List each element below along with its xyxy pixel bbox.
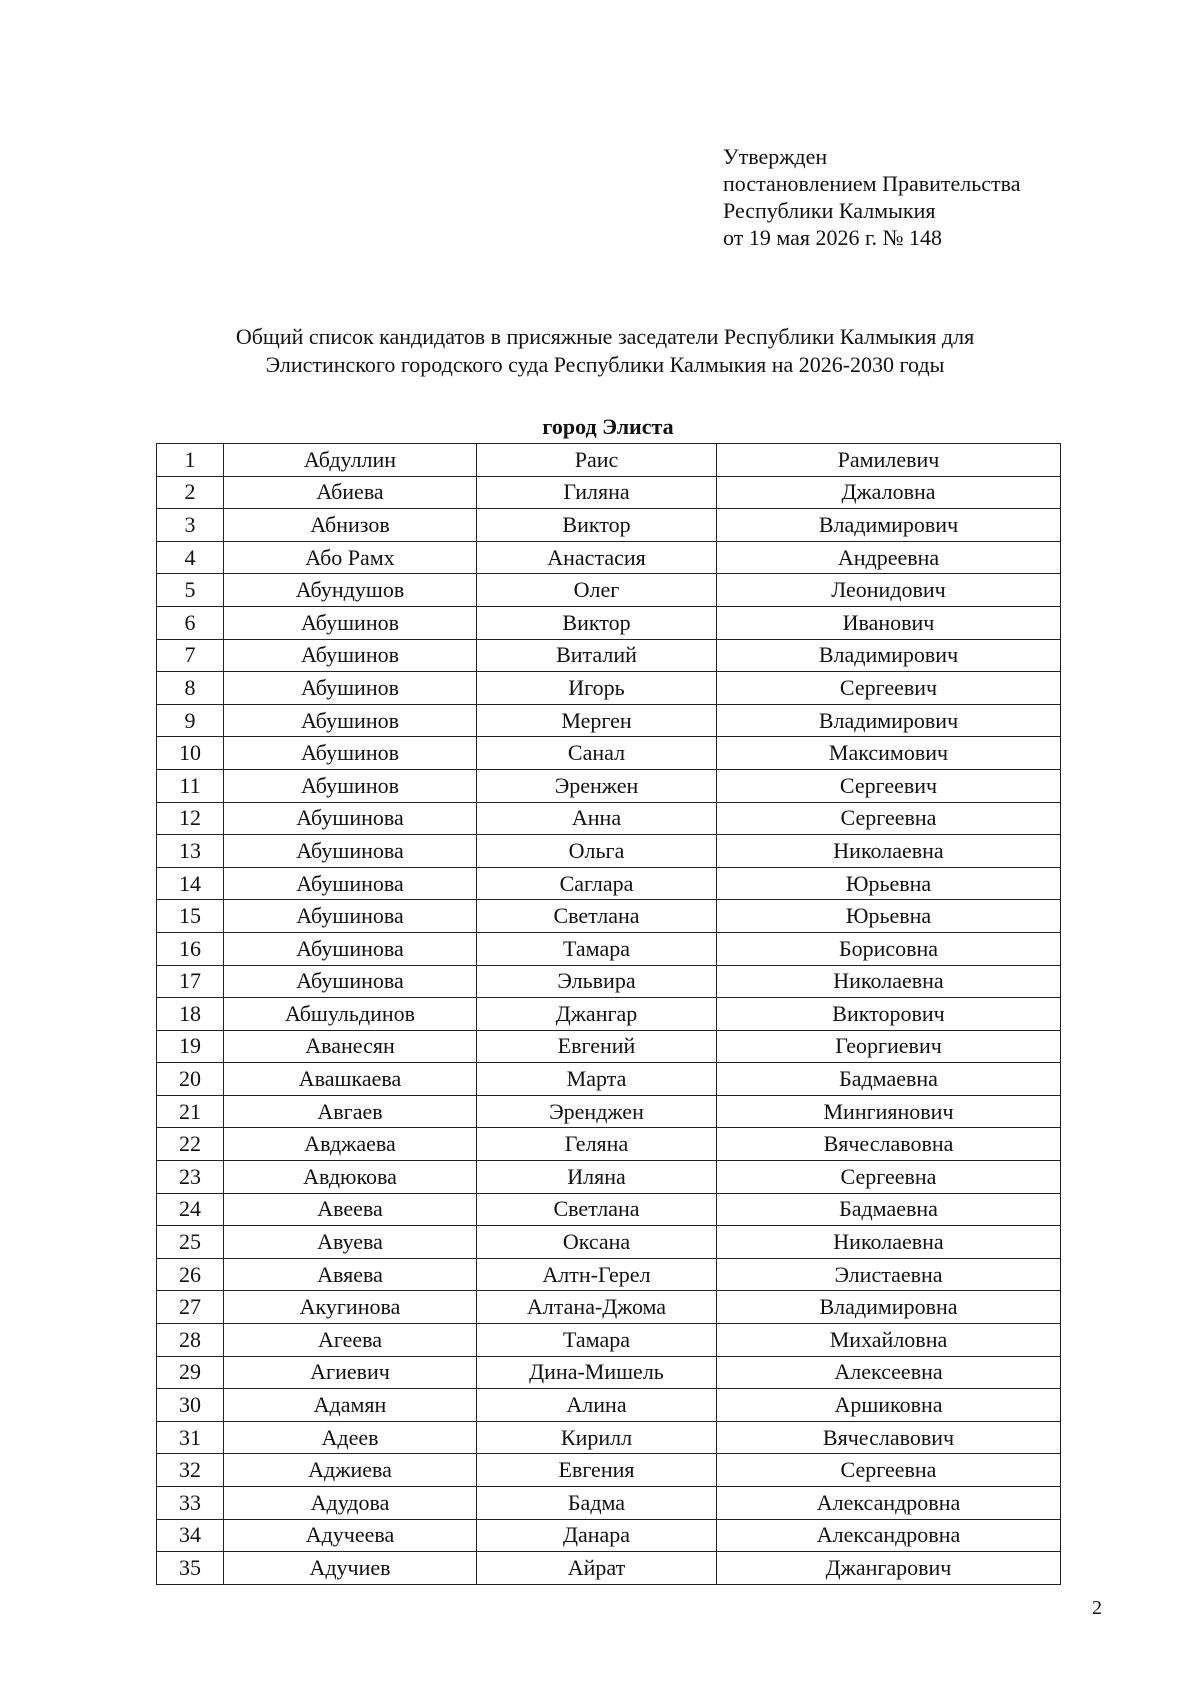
table-row xyxy=(157,867,1061,900)
last-name-cell: Абушинов xyxy=(224,606,477,639)
first-name-cell: Данара xyxy=(477,1519,717,1552)
last-name-cell: Адучиев xyxy=(224,1552,477,1585)
row-number-cell: 34 xyxy=(157,1519,224,1552)
table-row xyxy=(157,1519,1061,1552)
last-name-cell: Авеева xyxy=(224,1193,477,1226)
patronymic-cell: Бадмаевна xyxy=(717,1193,1061,1226)
first-name-cell: Тамара xyxy=(477,932,717,965)
last-name-cell: Абушинов xyxy=(224,737,477,770)
first-name-cell: Евгения xyxy=(477,1454,717,1487)
table-row xyxy=(157,704,1061,737)
table-row xyxy=(157,1226,1061,1259)
candidates-table-body xyxy=(157,444,1061,1585)
patronymic-cell: Сергеевич xyxy=(717,769,1061,802)
table-row xyxy=(157,1324,1061,1357)
table-row xyxy=(157,1193,1061,1226)
table-row xyxy=(157,1421,1061,1454)
last-name-cell: Агиевич xyxy=(224,1356,477,1389)
table-row xyxy=(157,1291,1061,1324)
row-number-cell: 10 xyxy=(157,737,224,770)
last-name-cell: Абушинов xyxy=(224,704,477,737)
last-name-cell: Абшульдинов xyxy=(224,998,477,1031)
table-row xyxy=(157,672,1061,705)
last-name-cell: Абушинова xyxy=(224,932,477,965)
last-name-cell: Абушинова xyxy=(224,867,477,900)
row-number-cell: 2 xyxy=(157,476,224,509)
document-title-line: Элистинского городского суда Республики Калмыкия на 2026-2030 годы xyxy=(265,352,945,377)
last-name-cell: Акугинова xyxy=(224,1291,477,1324)
first-name-cell: Бадма xyxy=(477,1487,717,1520)
table-row xyxy=(157,1356,1061,1389)
first-name-cell: Виталий xyxy=(477,639,717,672)
row-number-cell: 6 xyxy=(157,606,224,639)
row-number-cell: 19 xyxy=(157,1030,224,1063)
first-name-cell: Джангар xyxy=(477,998,717,1031)
last-name-cell: Авуева xyxy=(224,1226,477,1259)
first-name-cell: Алтн-Герел xyxy=(477,1258,717,1291)
candidates-table xyxy=(156,443,1061,1585)
row-number-cell: 35 xyxy=(157,1552,224,1585)
row-number-cell: 8 xyxy=(157,672,224,705)
first-name-cell: Анна xyxy=(477,802,717,835)
first-name-cell: Оксана xyxy=(477,1226,717,1259)
last-name-cell: Абушинов xyxy=(224,769,477,802)
patronymic-cell: Бадмаевна xyxy=(717,1063,1061,1096)
table-row xyxy=(157,769,1061,802)
row-number-cell: 11 xyxy=(157,769,224,802)
row-number-cell: 12 xyxy=(157,802,224,835)
first-name-cell: Раис xyxy=(477,444,717,477)
section-heading: город Элиста xyxy=(542,414,674,439)
table-row xyxy=(157,1552,1061,1585)
patronymic-cell: Мингиянович xyxy=(717,1095,1061,1128)
first-name-cell: Виктор xyxy=(477,509,717,542)
table-row xyxy=(157,476,1061,509)
patronymic-cell: Николаевна xyxy=(717,1226,1061,1259)
last-name-cell: Абнизов xyxy=(224,509,477,542)
last-name-cell: Абундушов xyxy=(224,574,477,607)
first-name-cell: Саглара xyxy=(477,867,717,900)
last-name-cell: Абушинова xyxy=(224,900,477,933)
patronymic-cell: Георгиевич xyxy=(717,1030,1061,1063)
patronymic-cell: Джаловна xyxy=(717,476,1061,509)
patronymic-cell: Викторович xyxy=(717,998,1061,1031)
table-row xyxy=(157,444,1061,477)
row-number-cell: 1 xyxy=(157,444,224,477)
patronymic-cell: Николаевна xyxy=(717,965,1061,998)
patronymic-cell: Иванович xyxy=(717,606,1061,639)
table-row xyxy=(157,1095,1061,1128)
patronymic-cell: Владимирович xyxy=(717,639,1061,672)
table-row xyxy=(157,1454,1061,1487)
last-name-cell: Авгаев xyxy=(224,1095,477,1128)
last-name-cell: Абдуллин xyxy=(224,444,477,477)
row-number-cell: 17 xyxy=(157,965,224,998)
row-number-cell: 7 xyxy=(157,639,224,672)
document-title-line: Общий список кандидатов в присяжные заседатели Республики Калмыкия для xyxy=(235,324,975,349)
first-name-cell: Анастасия xyxy=(477,541,717,574)
first-name-cell: Иляна xyxy=(477,1161,717,1194)
approval-line: постановлением Правительства xyxy=(723,171,1021,196)
first-name-cell: Эльвира xyxy=(477,965,717,998)
table-row xyxy=(157,574,1061,607)
table-row xyxy=(157,1258,1061,1291)
row-number-cell: 14 xyxy=(157,867,224,900)
patronymic-cell: Михайловна xyxy=(717,1324,1061,1357)
last-name-cell: Абушинова xyxy=(224,802,477,835)
patronymic-cell: Юрьевна xyxy=(717,867,1061,900)
row-number-cell: 25 xyxy=(157,1226,224,1259)
table-row xyxy=(157,1161,1061,1194)
last-name-cell: Авджаева xyxy=(224,1128,477,1161)
patronymic-cell: Андреевна xyxy=(717,541,1061,574)
patronymic-cell: Александровна xyxy=(717,1487,1061,1520)
last-name-cell: Або Рамх xyxy=(224,541,477,574)
first-name-cell: Дина-Мишель xyxy=(477,1356,717,1389)
table-row xyxy=(157,900,1061,933)
patronymic-cell: Сергеевна xyxy=(717,1161,1061,1194)
row-number-cell: 26 xyxy=(157,1258,224,1291)
table-row xyxy=(157,998,1061,1031)
row-number-cell: 22 xyxy=(157,1128,224,1161)
row-number-cell: 21 xyxy=(157,1095,224,1128)
patronymic-cell: Юрьевна xyxy=(717,900,1061,933)
patronymic-cell: Борисовна xyxy=(717,932,1061,965)
patronymic-cell: Александровна xyxy=(717,1519,1061,1552)
patronymic-cell: Владимирович xyxy=(717,704,1061,737)
patronymic-cell: Вячеславович xyxy=(717,1421,1061,1454)
table-row xyxy=(157,737,1061,770)
last-name-cell: Адеев xyxy=(224,1421,477,1454)
first-name-cell: Ольга xyxy=(477,835,717,868)
last-name-cell: Абушинова xyxy=(224,965,477,998)
first-name-cell: Марта xyxy=(477,1063,717,1096)
last-name-cell: Абушинов xyxy=(224,639,477,672)
patronymic-cell: Леонидович xyxy=(717,574,1061,607)
table-row xyxy=(157,1389,1061,1422)
patronymic-cell: Николаевна xyxy=(717,835,1061,868)
row-number-cell: 20 xyxy=(157,1063,224,1096)
row-number-cell: 4 xyxy=(157,541,224,574)
patronymic-cell: Элистаевна xyxy=(717,1258,1061,1291)
first-name-cell: Алина xyxy=(477,1389,717,1422)
last-name-cell: Абушинова xyxy=(224,835,477,868)
document-title xyxy=(150,323,1060,379)
first-name-cell: Кирилл xyxy=(477,1421,717,1454)
table-row xyxy=(157,639,1061,672)
first-name-cell: Эренджен xyxy=(477,1095,717,1128)
first-name-cell: Виктор xyxy=(477,606,717,639)
row-number-cell: 3 xyxy=(157,509,224,542)
first-name-cell: Игорь xyxy=(477,672,717,705)
last-name-cell: Авдюкова xyxy=(224,1161,477,1194)
approval-line: Утвержден xyxy=(723,144,828,169)
last-name-cell: Аджиева xyxy=(224,1454,477,1487)
patronymic-cell: Сергеевич xyxy=(717,672,1061,705)
table-row xyxy=(157,509,1061,542)
patronymic-cell: Аршиковна xyxy=(717,1389,1061,1422)
row-number-cell: 24 xyxy=(157,1193,224,1226)
first-name-cell: Гиляна xyxy=(477,476,717,509)
patronymic-cell: Вячеславовна xyxy=(717,1128,1061,1161)
first-name-cell: Эренжен xyxy=(477,769,717,802)
row-number-cell: 32 xyxy=(157,1454,224,1487)
last-name-cell: Аванесян xyxy=(224,1030,477,1063)
first-name-cell: Тамара xyxy=(477,1324,717,1357)
patronymic-cell: Сергеевна xyxy=(717,802,1061,835)
last-name-cell: Абиева xyxy=(224,476,477,509)
table-row xyxy=(157,965,1061,998)
patronymic-cell: Алексеевна xyxy=(717,1356,1061,1389)
approval-line: Республики Калмыкия xyxy=(723,198,936,223)
row-number-cell: 33 xyxy=(157,1487,224,1520)
approval-stamp xyxy=(723,143,1021,251)
table-row xyxy=(157,1063,1061,1096)
patronymic-cell: Владимирович xyxy=(717,509,1061,542)
row-number-cell: 31 xyxy=(157,1421,224,1454)
row-number-cell: 9 xyxy=(157,704,224,737)
first-name-cell: Геляна xyxy=(477,1128,717,1161)
last-name-cell: Абушинов xyxy=(224,672,477,705)
last-name-cell: Агеева xyxy=(224,1324,477,1357)
table-row xyxy=(157,606,1061,639)
row-number-cell: 15 xyxy=(157,900,224,933)
row-number-cell: 16 xyxy=(157,932,224,965)
first-name-cell: Мерген xyxy=(477,704,717,737)
row-number-cell: 29 xyxy=(157,1356,224,1389)
table-row xyxy=(157,835,1061,868)
first-name-cell: Светлана xyxy=(477,900,717,933)
first-name-cell: Олег xyxy=(477,574,717,607)
row-number-cell: 18 xyxy=(157,998,224,1031)
first-name-cell: Алтана-Джома xyxy=(477,1291,717,1324)
row-number-cell: 30 xyxy=(157,1389,224,1422)
table-row xyxy=(157,1487,1061,1520)
row-number-cell: 27 xyxy=(157,1291,224,1324)
last-name-cell: Авашкаева xyxy=(224,1063,477,1096)
patronymic-cell: Владимировна xyxy=(717,1291,1061,1324)
table-row xyxy=(157,932,1061,965)
row-number-cell: 23 xyxy=(157,1161,224,1194)
first-name-cell: Айрат xyxy=(477,1552,717,1585)
row-number-cell: 5 xyxy=(157,574,224,607)
table-row xyxy=(157,1128,1061,1161)
table-row xyxy=(157,541,1061,574)
patronymic-cell: Максимович xyxy=(717,737,1061,770)
approval-line: от 19 мая 2026 г. № 148 xyxy=(723,225,943,250)
row-number-cell: 13 xyxy=(157,835,224,868)
patronymic-cell: Сергеевна xyxy=(717,1454,1061,1487)
row-number-cell: 28 xyxy=(157,1324,224,1357)
page-number: 2 xyxy=(1092,1597,1102,1619)
first-name-cell: Евгений xyxy=(477,1030,717,1063)
first-name-cell: Санал xyxy=(477,737,717,770)
last-name-cell: Авяева xyxy=(224,1258,477,1291)
last-name-cell: Адамян xyxy=(224,1389,477,1422)
patronymic-cell: Джангарович xyxy=(717,1552,1061,1585)
table-row xyxy=(157,1030,1061,1063)
last-name-cell: Адучеева xyxy=(224,1519,477,1552)
last-name-cell: Адудова xyxy=(224,1487,477,1520)
patronymic-cell: Рамилевич xyxy=(717,444,1061,477)
table-row xyxy=(157,802,1061,835)
first-name-cell: Светлана xyxy=(477,1193,717,1226)
